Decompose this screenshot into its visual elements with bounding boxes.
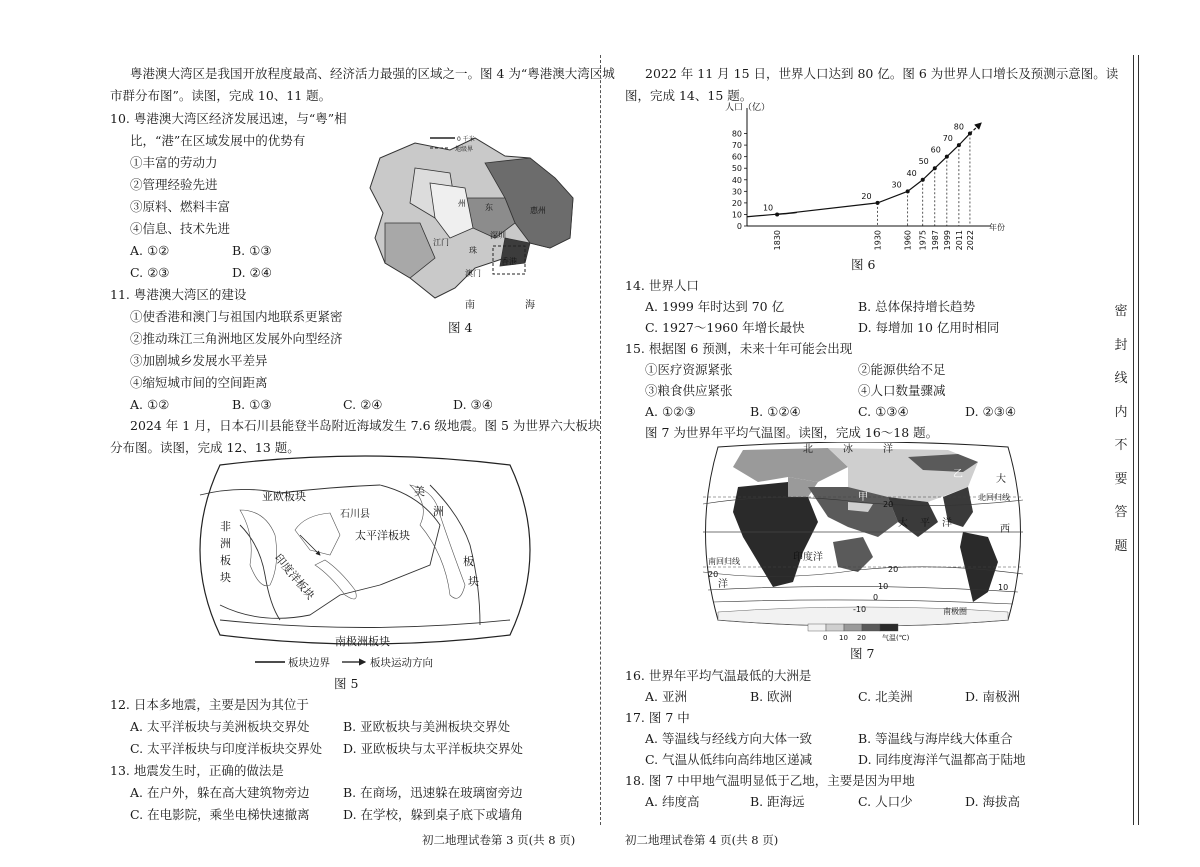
fig4-scale-label: 0 千米 xyxy=(457,136,475,143)
q11-option-4: ④缩短城市间的空间距离 xyxy=(130,375,268,390)
fig6-projection-arrow xyxy=(970,123,981,133)
fig7-iso-6: 20 xyxy=(708,570,719,579)
fig7-iso-7: -10 xyxy=(853,605,867,614)
page-4-footer: 初二地理试卷第 4 页(共 8 页) xyxy=(625,833,779,847)
q10-choice-a[interactable]: A. ①② xyxy=(130,243,170,258)
q14-choice-a[interactable]: A. 1999 年时达到 70 亿 xyxy=(645,299,785,314)
q14-choice-b[interactable]: B. 总体保持增长趋势 xyxy=(858,299,976,314)
figure-4-map xyxy=(355,128,580,328)
fig6-x-tick-label: 1975 xyxy=(918,230,928,251)
q17-stem: 17. 图 7 中 xyxy=(625,710,690,725)
figure-5-plates-map xyxy=(180,455,550,675)
fig7-atlantic-3: 洋 xyxy=(718,579,728,590)
fig6-y-tick-label: 80 xyxy=(731,129,742,139)
q16-choice-d[interactable]: D. 南极洲 xyxy=(965,689,1021,704)
q12-choice-d[interactable]: D. 亚欧板块与太平洋板块交界处 xyxy=(343,741,524,756)
figure-6-population-chart xyxy=(715,100,1005,255)
q10-choice-d[interactable]: D. ②④ xyxy=(232,265,272,280)
fig6-x-tick-label: 1830 xyxy=(773,230,783,251)
fig4-city-huizhou: 惠州 xyxy=(530,206,546,215)
q13-choice-d[interactable]: D. 在学校，躲到桌子底下或墙角 xyxy=(343,807,524,822)
fig5-american-plate-2: 洲 xyxy=(433,505,444,518)
fig5-african-plate-3: 板 xyxy=(220,554,231,567)
figure-7-temperature-map xyxy=(698,442,1028,644)
q17-choice-c[interactable]: C. 气温从低纬向高纬地区递减 xyxy=(645,752,813,767)
fig6-y-tick-label: 40 xyxy=(731,175,742,185)
q13-choice-a[interactable]: A. 在户外，躲在高大建筑物旁边 xyxy=(130,785,310,800)
fig7-legend-label: 气温(℃) xyxy=(882,634,910,642)
fig6-data-point xyxy=(957,143,961,147)
fig5-american-plate-4: 块 xyxy=(468,575,479,588)
fig6-data-label: 20 xyxy=(861,191,872,201)
q15-option-2: ②能源供给不足 xyxy=(858,362,946,377)
q10-stem-cont: 比，“港”在区域发展中的优势有 xyxy=(130,133,306,148)
fig6-y-tick-label: 0 xyxy=(736,222,742,231)
fig7-iso-5: 0 xyxy=(873,593,879,602)
q14-choice-c[interactable]: C. 1927～1960 年增长最快 xyxy=(645,320,805,335)
fig6-data-label: 70 xyxy=(942,134,953,144)
q18-choice-d[interactable]: D. 海拔高 xyxy=(965,794,1021,809)
fig5-african-plate-1: 非 xyxy=(220,520,231,533)
fig5-eurasian-plate: 亚欧板块 xyxy=(262,490,306,503)
fig7-iso-3: 10 xyxy=(878,582,889,591)
q10-choice-b[interactable]: B. ①③ xyxy=(232,243,272,258)
intro-10-11-line2: 市群分布图”。读图，完成 10、11 题。 xyxy=(110,88,332,103)
fig7-legend-tick-20: 20 xyxy=(857,634,866,642)
seal-line-1 xyxy=(1133,55,1134,825)
q16-choice-a[interactable]: A. 亚洲 xyxy=(645,689,687,704)
q15-option-4: ④人口数量骤减 xyxy=(858,383,946,398)
q14-choice-d[interactable]: D. 每增加 10 亿用时相同 xyxy=(858,320,1000,335)
q15-choice-d[interactable]: D. ②③④ xyxy=(965,404,1017,419)
figure-4-caption: 图 4 xyxy=(448,320,473,335)
q13-choice-b[interactable]: B. 在商场，迅速躲在玻璃窗旁边 xyxy=(343,785,523,800)
intro-14-15-line2: 图，完成 14、15 题。 xyxy=(625,88,753,103)
fig6-y-axis-label: 人口（亿） xyxy=(725,103,771,113)
fig6-data-label: 40 xyxy=(906,168,917,178)
q16-choice-c[interactable]: C. 北美洲 xyxy=(858,689,913,704)
fig7-pacific-3: 洋 xyxy=(942,518,952,529)
fig6-y-tick-label: 50 xyxy=(731,164,742,174)
q16-stem: 16. 世界年平均气温最低的大洲是 xyxy=(625,668,812,683)
fig5-antarctic-plate: 南极洲板块 xyxy=(335,635,390,648)
fig4-city-xianggang: 香港 xyxy=(501,257,517,266)
fig6-data-label: 80 xyxy=(953,122,964,132)
q12-choice-b[interactable]: B. 亚欧板块与美洲板块交界处 xyxy=(343,719,511,734)
fig5-american-plate-1: 美 xyxy=(414,485,425,498)
fig6-x-tick-label: 1930 xyxy=(873,230,883,251)
fig4-city-shenzhen: 深圳 xyxy=(490,231,506,240)
fig7-atlantic-2: 西 xyxy=(1000,524,1010,535)
fig7-arctic-3: 洋 xyxy=(883,444,893,455)
fig7-tropic-capricorn: 南回归线 xyxy=(708,557,740,566)
q11-choice-a[interactable]: A. ①② xyxy=(130,397,170,412)
q15-choice-b[interactable]: B. ①②④ xyxy=(750,404,801,419)
fig6-data-label: 30 xyxy=(891,180,902,190)
figure-6-caption: 图 6 xyxy=(851,257,876,272)
seal-line-2 xyxy=(1138,55,1139,825)
fig5-american-plate-3: 板 xyxy=(463,555,474,568)
q13-choice-c[interactable]: C. 在电影院，乘坐电梯快速撤离 xyxy=(130,807,310,822)
seal-warning-text: 密封线内不要答题 xyxy=(1114,304,1128,554)
figure-5-caption: 图 5 xyxy=(334,676,359,691)
q17-choice-d[interactable]: D. 同纬度海洋气温都高于陆地 xyxy=(858,752,1026,767)
fig6-y-tick-label: 10 xyxy=(731,210,742,220)
fig6-data-point xyxy=(775,212,779,216)
fig6-y-tick-label: 70 xyxy=(731,141,742,151)
fig5-pacific-plate: 太平洋板块 xyxy=(355,529,410,542)
fig4-city-jiangmen: 江门 xyxy=(433,238,449,247)
fig7-arctic-1: 北 xyxy=(803,444,813,455)
q18-choice-a[interactable]: A. 纬度高 xyxy=(645,794,700,809)
fig5-ishikawa-label: 石川县 xyxy=(340,509,370,520)
q15-stem: 15. 根据图 6 预测，未来十年可能会出现 xyxy=(625,341,853,356)
fig7-legend-tick-0: 0 xyxy=(823,634,828,642)
q12-stem: 12. 日本多地震，主要是因为其位于 xyxy=(110,697,309,712)
fig5-legend-boundary: 板块边界 xyxy=(288,657,330,669)
fig6-y-tick-label: 20 xyxy=(731,198,742,208)
fig7-atlantic-1: 大 xyxy=(996,474,1006,485)
q13-stem: 13. 地震发生时，正确的做法是 xyxy=(110,763,284,778)
fig7-yi: 乙 xyxy=(953,469,963,480)
fig7-antarctic-circle: 南极圈 xyxy=(943,607,967,616)
fig4-city-dongguan: 东 xyxy=(485,203,493,212)
fig6-data-point xyxy=(945,155,949,159)
fig4-city-guangzhou: 州 xyxy=(458,199,466,208)
fig5-legend-motion: 板块运动方向 xyxy=(370,657,433,669)
q17-choice-b[interactable]: B. 等温线与海岸线大体重合 xyxy=(858,731,1013,746)
fig6-x-tick-label: 1999 xyxy=(942,230,952,251)
fig6-data-point xyxy=(968,132,972,136)
fig7-pacific-1: 太 xyxy=(898,518,908,529)
intro-12-13-line2: 分布图。读图，完成 12、13 题。 xyxy=(110,440,300,455)
q10-option-1: ①丰富的劳动力 xyxy=(130,155,218,170)
q10-option-4: ④信息、技术先进 xyxy=(130,221,231,236)
fig5-african-plate-4: 块 xyxy=(220,571,231,584)
q10-option-3: ③原料、燃料丰富 xyxy=(130,199,231,214)
fig6-x-axis-label: 年份 xyxy=(989,223,1005,232)
fig6-y-tick-label: 60 xyxy=(731,152,742,162)
intro-12-13-line1: 2024 年 1 月，日本石川县能登半岛附近海域发生 7.6 级地震。图 5 为世界六大板块 xyxy=(130,418,601,433)
fig4-city-aomen: 澳门 xyxy=(465,269,481,278)
fig6-data-point xyxy=(876,201,880,205)
intro-10-11-line1: 粤港澳大湾区是我国开放程度最高、经济活力最强的区域之一。图 4 为“粤港澳大湾区城 xyxy=(130,66,615,81)
fig5-indian-plate: 印度洋板块 xyxy=(271,551,318,603)
q16-choice-b[interactable]: B. 欧洲 xyxy=(750,689,793,704)
q18-choice-b[interactable]: B. 距海远 xyxy=(750,794,805,809)
q11-option-1: ①使香港和澳门与祖国内地联系更紧密 xyxy=(130,309,343,324)
q15-choice-a[interactable]: A. ①②③ xyxy=(645,404,696,419)
q12-choice-a[interactable]: A. 太平洋板块与美洲板块交界处 xyxy=(130,719,310,734)
fig6-x-tick-label: 1960 xyxy=(903,230,913,251)
fig7-pacific-2: 平 xyxy=(920,518,930,529)
fig6-data-point xyxy=(933,166,937,170)
fig4-city-zhuhai: 珠 xyxy=(469,246,477,255)
fig7-iso-2: 20 xyxy=(888,565,899,574)
page-3-footer: 初二地理试卷第 3 页(共 8 页) xyxy=(422,833,576,847)
fig6-data-point xyxy=(906,189,910,193)
q11-choice-d[interactable]: D. ③④ xyxy=(453,397,493,412)
q15-option-3: ③粮食供应紧张 xyxy=(645,383,733,398)
intro-14-15-line1: 2022 年 11 月 15 日，世界人口达到 80 亿。图 6 为世界人口增长及预测示意图。读 xyxy=(645,66,1119,81)
fig7-indian-ocean: 印度洋 xyxy=(793,552,823,563)
q10-option-2: ②管理经验先进 xyxy=(130,177,218,192)
fig5-african-plate-2: 洲 xyxy=(220,537,231,550)
fig6-data-point xyxy=(921,178,925,182)
q14-stem: 14. 世界人口 xyxy=(625,278,699,293)
fig7-arctic-2: 冰 xyxy=(843,444,853,455)
q18-choice-c[interactable]: C. 人口少 xyxy=(858,794,913,809)
fig7-tropic-cancer: 北回归线 xyxy=(978,493,1010,502)
fig6-x-tick-label: 1987 xyxy=(930,230,940,251)
q11-choice-b[interactable]: B. ①③ xyxy=(232,397,272,412)
q15-choice-c[interactable]: C. ①③④ xyxy=(858,404,909,419)
page-divider xyxy=(600,55,602,825)
q17-choice-a[interactable]: A. 等温线与经线方向大体一致 xyxy=(645,731,812,746)
fig6-data-label: 50 xyxy=(918,157,929,167)
intro-16-18: 图 7 为世界年平均气温图。读图，完成 16～18 题。 xyxy=(645,425,939,440)
fig7-legend-tick-10: 10 xyxy=(839,634,848,642)
fig4-sea-label-2: 海 xyxy=(525,300,535,311)
fig4-sea-label-1: 南 xyxy=(465,300,475,311)
fig7-iso-1: 20 xyxy=(883,500,894,509)
q10-choice-c[interactable]: C. ②③ xyxy=(130,265,170,280)
q12-choice-c[interactable]: C. 太平洋板块与印度洋板块交界处 xyxy=(130,741,323,756)
fig6-y-tick-label: 30 xyxy=(731,187,742,197)
q11-choice-c[interactable]: C. ②④ xyxy=(343,397,383,412)
q11-option-3: ③加剧城乡发展水平差异 xyxy=(130,353,268,368)
fig6-x-tick-label: 2011 xyxy=(954,230,964,251)
fig4-legend-boundary: 地级界 xyxy=(455,146,474,153)
fig7-iso-4: 10 xyxy=(998,583,1009,592)
q10-stem: 10. 粤港澳大湾区经济发展迅速，与“粤”相 xyxy=(110,111,347,126)
q11-option-2: ②推动珠江三角洲地区发展外向型经济 xyxy=(130,331,343,346)
q18-stem: 18. 图 7 中甲地气温明显低于乙地，主要是因为甲地 xyxy=(625,773,915,788)
figure-7-caption: 图 7 xyxy=(850,646,875,661)
fig6-data-label: 10 xyxy=(762,203,774,213)
q11-stem: 11. 粤港澳大湾区的建设 xyxy=(110,287,247,302)
q15-option-1: ①医疗资源紧张 xyxy=(645,362,733,377)
fig7-jia: 甲 xyxy=(858,492,868,503)
fig6-data-label: 60 xyxy=(930,145,941,155)
fig6-x-tick-label: 2022 xyxy=(965,230,975,251)
